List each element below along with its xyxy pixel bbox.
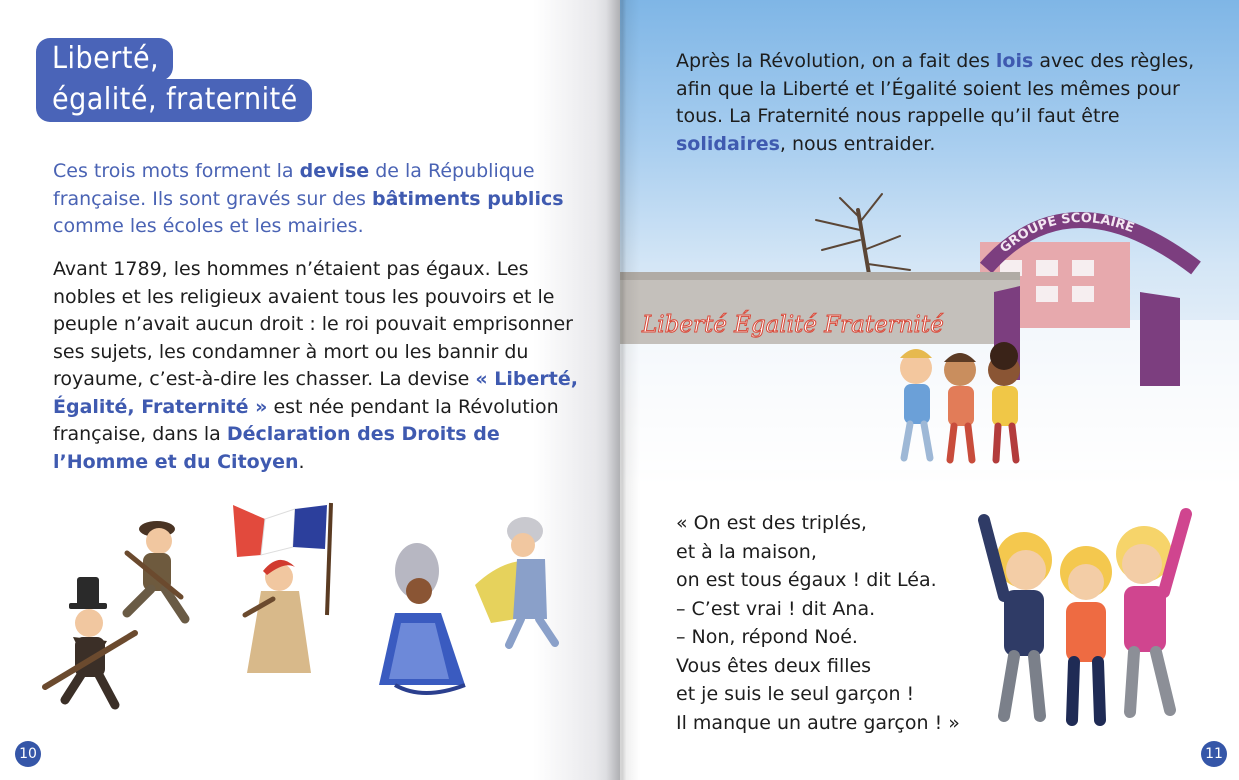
triplet-girl-right xyxy=(1116,514,1186,712)
intro-text: comme les écoles et les mairies. xyxy=(53,215,364,237)
body-keyword: « Liberté, Égalité, Fraternité » xyxy=(53,368,578,418)
nobleman-figure xyxy=(475,517,555,645)
dialogue-line: Il manque un autre garçon ! » xyxy=(676,711,960,734)
right-intro-paragraph xyxy=(676,48,1216,158)
school-scene-illustration xyxy=(620,180,1239,470)
right-intro-text: avec des règles, afin que la Liberté et l’Égalité soient les mêmes pour tous. La Fraternité nous rappelle qu’il faut être xyxy=(676,50,1195,127)
triplets-dialogue xyxy=(676,509,976,737)
body-text: Avant 1789, les hommes n’étaient pas égaux. Les nobles et les religieux avaient tous les pouvoirs et le peuple n’avait aucun droit : le roi pouvait emprisonner ses sujets, les condamner à mort ou les bannir du royaume, c’est-à-dire les chasser. La devise xyxy=(53,258,573,390)
dialogue-line: « On est des triplés, xyxy=(676,512,867,534)
triplets-illustration xyxy=(974,490,1204,730)
triplet-boy-left xyxy=(984,520,1052,716)
bare-tree-icon xyxy=(816,194,910,280)
intro-text: de la République française. Ils sont gravés sur des xyxy=(53,160,535,210)
dialogue-line: et à la maison, xyxy=(676,540,817,563)
book-gutter xyxy=(606,0,640,780)
right-intro-keyword: solidaires xyxy=(676,132,780,155)
title-line-1: Liberté, xyxy=(36,38,173,81)
intro-keyword: bâtiments publics xyxy=(371,187,564,210)
page-number: 10 xyxy=(15,741,41,767)
intro-paragraph xyxy=(53,158,583,241)
body-keyword: Déclaration des Droits de l’Homme et du Citoyen xyxy=(53,423,500,473)
triplet-girl-middle xyxy=(1060,546,1112,720)
dialogue-line: on est tous égaux ! dit Léa. xyxy=(676,569,937,591)
body-paragraph xyxy=(53,256,593,476)
page-title xyxy=(36,38,312,122)
running-man-figure xyxy=(127,521,185,619)
intro-keyword: devise xyxy=(299,160,370,182)
intro-text: Ces trois mots forment la xyxy=(53,160,300,182)
noble-lady-figure xyxy=(379,543,465,693)
school-sign-text: GROUPE SCOLAIRE xyxy=(997,210,1137,257)
wall-motto-text: Liberté Égalité Fraternité xyxy=(642,312,944,338)
title-line-2: égalité, fraternité xyxy=(36,79,312,122)
marianne-flag-figure xyxy=(233,503,331,673)
revolution-illustration xyxy=(35,495,595,720)
dialogue-line: – C’est vrai ! dit Ana. xyxy=(676,597,876,620)
dialogue-line: Vous êtes deux filles xyxy=(676,654,872,677)
body-text: est née pendant la Révolution française, dans la xyxy=(53,395,559,445)
body-text: . xyxy=(298,450,305,473)
right-intro-keyword: lois xyxy=(995,50,1034,72)
right-intro-text: , nous entraider. xyxy=(779,132,936,155)
man-top-hat-figure xyxy=(45,577,135,705)
dialogue-line: – Non, répond Noé. xyxy=(676,626,858,648)
page-number: 11 xyxy=(1201,741,1227,767)
dialogue-line: et je suis le seul garçon ! xyxy=(676,683,915,705)
right-intro-text: Après la Révolution, on a fait des xyxy=(676,50,996,72)
